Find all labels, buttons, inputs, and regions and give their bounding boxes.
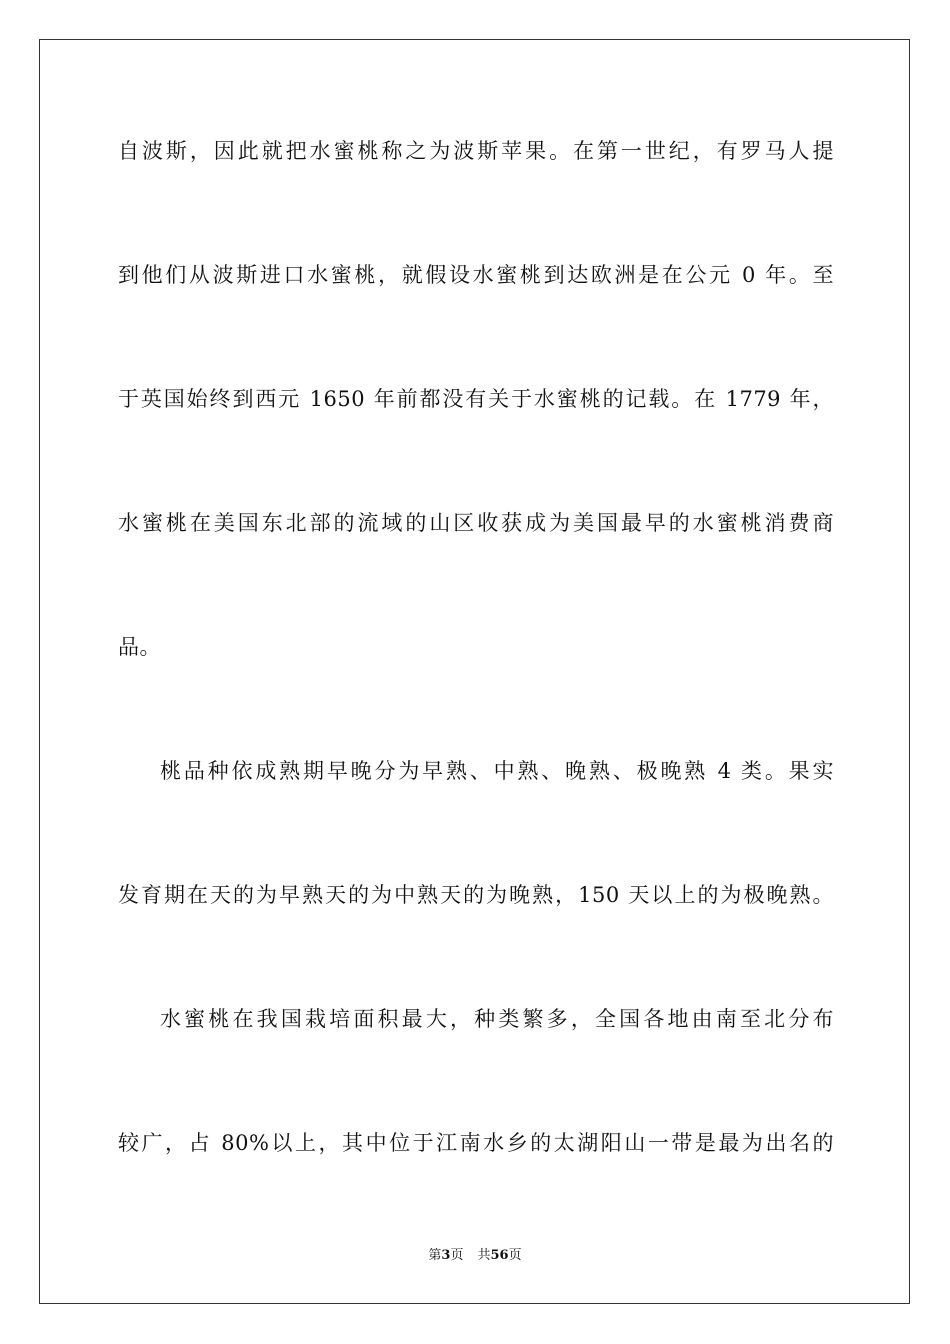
- page-border: [39, 39, 910, 1304]
- page-footer: [0, 1247, 950, 1265]
- page-number: 3: [441, 1248, 451, 1263]
- text-line-6: 桃品种依成熟期早晚分为早熟、中熟、晚熟、极晚熟 4 类。果实: [160, 759, 834, 783]
- text-line-9: 较广，占 80%以上，其中位于江南水乡的太湖阳山一带是最为出名的: [118, 1131, 834, 1155]
- text-line-2: 到他们从波斯进口水蜜桃，就假设水蜜桃到达欧洲是在公元 0 年。至: [118, 263, 834, 287]
- page-unit: 页: [450, 1248, 464, 1263]
- text-line-1: 自波斯，因此就把水蜜桃称之为波斯苹果。在第一世纪，有罗马人提: [118, 139, 834, 163]
- text-line-5: 品。: [118, 635, 161, 659]
- text-line-4: 水蜜桃在美国东北部的流域的山区收获成为美国最早的水蜜桃消费商: [118, 511, 834, 535]
- total-unit: 页: [508, 1248, 522, 1263]
- total-prefix: 共: [477, 1248, 491, 1263]
- text-line-3: 于英国始终到西元 1650 年前都没有关于水蜜桃的记载。在 1779 年，: [118, 387, 834, 411]
- total-pages: 56: [490, 1248, 509, 1263]
- text-line-7: 发育期在天的为早熟天的为中熟天的为晚熟，150 天以上的为极晚熟。: [118, 883, 834, 907]
- text-line-8: 水蜜桃在我国栽培面积最大，种类繁多，全国各地由南至北分布: [160, 1007, 834, 1031]
- page-prefix: 第: [428, 1248, 442, 1263]
